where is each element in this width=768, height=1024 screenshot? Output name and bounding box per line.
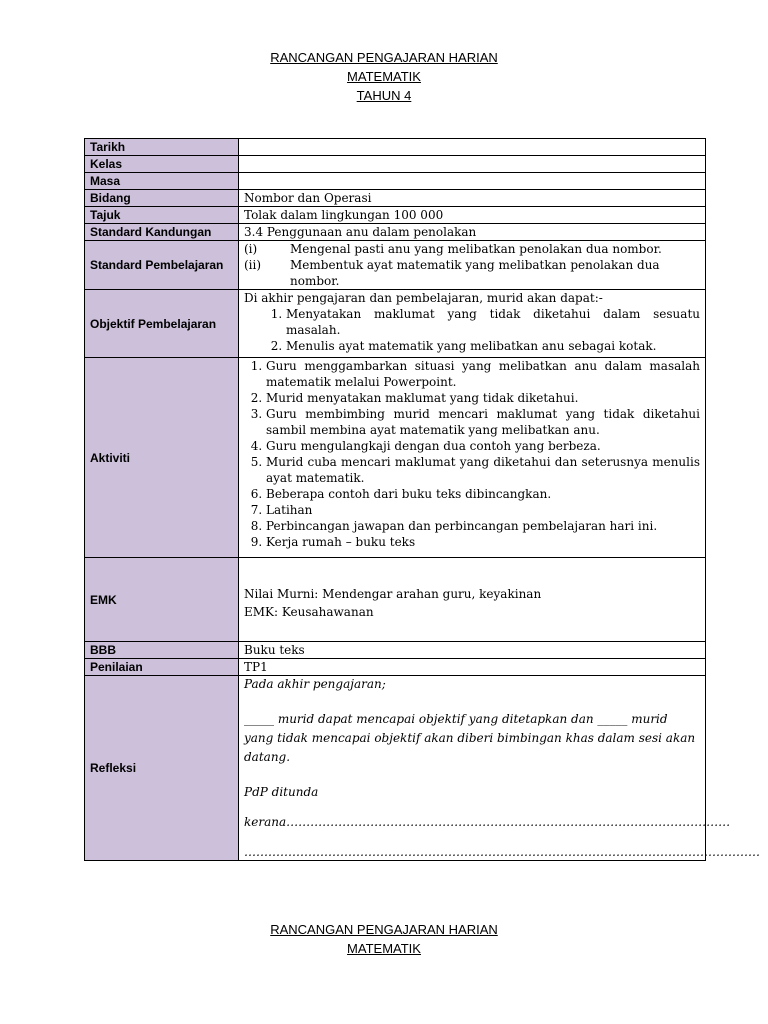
label-refleksi: Refleksi <box>85 676 239 861</box>
objektif-item: 1. Menyatakan maklumat yang tidak diketahui dalam sesuatu masalah. <box>286 306 700 338</box>
aktiviti-item: 7. Latihan <box>266 502 700 518</box>
header-year: TAHUN 4 <box>356 88 412 103</box>
value-objektif <box>239 290 706 358</box>
label-standard-kandungan: Standard Kandungan <box>85 224 239 241</box>
aktiviti-item: 3. Guru membimbing murid mencari maklumat yang tidak diketahui sambil membina ayat matematik yang melibatkan anu. <box>266 406 700 438</box>
aktiviti-item: 6. Beberapa contoh dari buku teks dibincangkan. <box>266 486 700 502</box>
refleksi-intro: Pada akhir pengajaran; <box>244 677 386 691</box>
refleksi-achievement: _____ murid dapat mencapai objektif yang ditetapkan dan _____ murid yang tidak mencapai objektif akan diberi bimbingan khas dalam sesi akan datang. <box>244 712 696 764</box>
row-standard-pembelajaran <box>85 241 706 290</box>
standard-item-number: (i) <box>244 242 258 256</box>
value-bidang: Nombor dan Operasi <box>239 190 706 207</box>
page-footer-header <box>0 920 768 958</box>
row-aktiviti <box>85 358 706 558</box>
standard-item <box>244 241 700 257</box>
value-emk <box>239 558 706 642</box>
emk-text: EMK: Keusahawanan <box>244 604 374 619</box>
aktiviti-item: 9. Kerja rumah – buku teks <box>266 534 700 550</box>
emk-nilai: Nilai Murni: Mendengar arahan guru, keyakinan <box>244 586 542 601</box>
value-tarikh[interactable] <box>239 139 706 156</box>
label-tajuk: Tajuk <box>85 207 239 224</box>
value-tajuk: Tolak dalam lingkungan 100 000 <box>239 207 706 224</box>
standard-item-text: Membentuk ayat matematik yang melibatkan penolakan dua nombor. <box>290 258 660 288</box>
label-aktiviti: Aktiviti <box>85 358 239 558</box>
value-bbb: Buku teks <box>239 642 706 659</box>
aktiviti-item: 1. Guru menggambarkan situasi yang melibatkan anu dalam masalah matematik melalui Powerpoint. <box>266 358 700 390</box>
row-standard-kandungan <box>85 224 706 241</box>
label-masa: Masa <box>85 173 239 190</box>
label-objektif: Objektif Pembelajaran <box>85 290 239 358</box>
value-aktiviti <box>239 358 706 558</box>
refleksi-reason: kerana………………………………………………………………………………………………… <box>244 815 731 829</box>
value-penilaian: TP1 <box>239 659 706 676</box>
value-kelas[interactable] <box>239 156 706 173</box>
refleksi-ditunda: PdP ditunda <box>244 785 319 799</box>
standard-item <box>244 257 700 289</box>
value-standard-pembelajaran <box>239 241 706 290</box>
aktiviti-item: 5. Murid cuba mencari maklumat yang diketahui dan seterusnya menulis ayat matematik. <box>266 454 700 486</box>
header-title: RANCANGAN PENGAJARAN HARIAN <box>270 50 498 65</box>
row-objektif <box>85 290 706 358</box>
row-bbb <box>85 642 706 659</box>
value-masa[interactable] <box>239 173 706 190</box>
label-emk: EMK <box>85 558 239 642</box>
label-tarikh: Tarikh <box>85 139 239 156</box>
objektif-item: 2. Menulis ayat matematik yang melibatkan anu sebagai kotak. <box>286 338 700 354</box>
standard-item-number: (ii) <box>244 258 262 272</box>
row-refleksi <box>85 676 706 861</box>
standard-item-text: Mengenal pasti anu yang melibatkan penolakan dua nombor. <box>290 242 662 256</box>
label-bbb: BBB <box>85 642 239 659</box>
aktiviti-item: 4. Guru mengulangkaji dengan dua contoh yang berbeza. <box>266 438 700 454</box>
page-header <box>0 48 768 105</box>
lesson-plan-table <box>84 138 760 861</box>
label-bidang: Bidang <box>85 190 239 207</box>
footer-subject: MATEMATIK <box>347 941 421 956</box>
label-kelas: Kelas <box>85 156 239 173</box>
row-kelas <box>85 156 706 173</box>
row-bidang <box>85 190 706 207</box>
row-penilaian <box>85 659 706 676</box>
aktiviti-item: 8. Perbincangan jawapan dan perbincangan pembelajaran hari ini. <box>266 518 700 534</box>
header-subject: MATEMATIK <box>347 69 421 84</box>
footer-title: RANCANGAN PENGAJARAN HARIAN <box>270 922 498 937</box>
aktiviti-item: 2. Murid menyatakan maklumat yang tidak diketahui. <box>266 390 700 406</box>
objektif-list <box>244 306 700 354</box>
refleksi-line: ………………………………………………………………………………………………………………… <box>244 845 760 859</box>
label-penilaian: Penilaian <box>85 659 239 676</box>
row-emk <box>85 558 706 642</box>
row-tarikh <box>85 139 706 156</box>
row-masa <box>85 173 706 190</box>
label-standard-pembelajaran: Standard Pembelajaran <box>85 241 239 290</box>
value-standard-kandungan: 3.4 Penggunaan anu dalam penolakan <box>239 224 706 241</box>
objektif-intro: Di akhir pengajaran dan pembelajaran, murid akan dapat:- <box>244 291 603 305</box>
aktiviti-list <box>244 358 700 550</box>
row-tajuk <box>85 207 706 224</box>
value-refleksi <box>239 676 760 861</box>
